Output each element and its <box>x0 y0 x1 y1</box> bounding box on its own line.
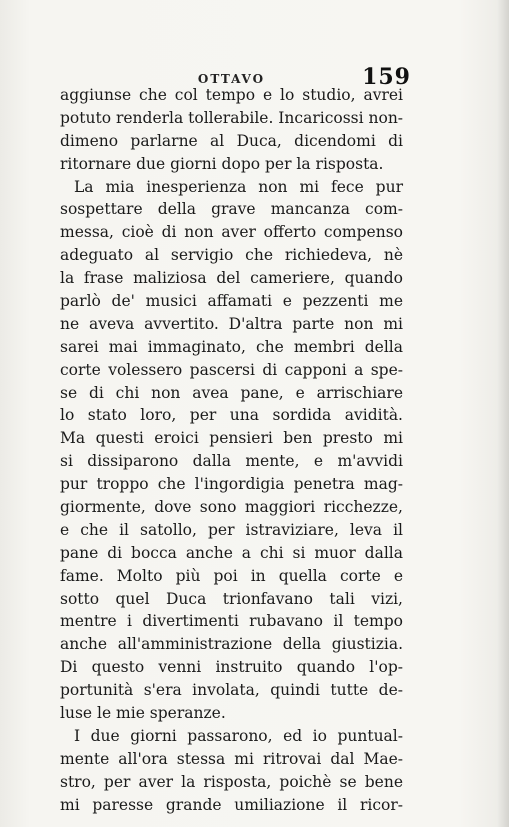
body-text <box>60 84 403 817</box>
text-line: giormente, dove sono maggiori ricchezze, <box>60 498 403 517</box>
text-line: sospettare della grave mancanza com- <box>60 200 403 219</box>
text-line: si dissiparono dalla mente, e m'avvidi <box>60 452 403 471</box>
text-line: ritornare due giorni dopo per la risposta. <box>60 154 384 173</box>
text-line: I due giorni passarono, ed io puntual- <box>74 726 403 745</box>
text-line: adeguato al servigio che richiedeva, nè <box>60 246 403 265</box>
text-line: fame. Molto più poi in quella corte e <box>60 566 403 585</box>
text-line: mentre i divertimenti rubavano il tempo <box>60 612 403 631</box>
text-line: mi paresse grande umiliazione il ricor- <box>60 795 403 814</box>
text-line: pur troppo che l'ingordigia penetra mag- <box>60 475 403 494</box>
paragraph <box>60 725 403 817</box>
text-line: se di chi non avea pane, e arrischiare <box>60 383 403 402</box>
text-line: stro, per aver la risposta, poichè se bene <box>60 772 403 791</box>
running-title: OTTAVO <box>197 72 266 86</box>
text-line: potuto renderla tollerabile. Incaricossi non- <box>60 108 404 127</box>
text-line: Di questo venni instruito quando l'op- <box>60 658 403 677</box>
text-line: messa, cioè di non aver offerto compenso <box>60 223 403 242</box>
text-line: aggiunse che col tempo e lo studio, avrei <box>60 86 403 104</box>
text-line: ne aveva avvertito. D'altra parte non mi <box>60 314 403 333</box>
text-line: Ma questi eroici pensieri ben presto mi <box>60 429 403 448</box>
text-line: mente all'ora stessa mi ritrovai dal Mae- <box>60 749 403 768</box>
text-line: dimeno parlarne al Duca, dicendomi di <box>60 131 403 150</box>
text-line: parlò de' musici affamati e pezzenti me <box>60 292 403 311</box>
text-line: La mia inesperienza non mi fece pur <box>74 177 403 196</box>
text-line: portunità s'era involata, quindi tutte de- <box>60 681 403 700</box>
paragraph <box>60 176 403 725</box>
text-line: anche all'amministrazione della giustizia. <box>60 635 403 654</box>
text-line: e che il satollo, per istraviziare, leva il <box>60 520 403 539</box>
text-line: sotto quel Duca trionfavano tali vizi, <box>60 589 403 608</box>
paragraph <box>60 84 403 176</box>
text-line: lo stato loro, per una sordida avidità. <box>60 406 403 425</box>
text-line: sarei mai immaginato, che membri della <box>60 337 403 356</box>
text-line: corte volessero pascersi di capponi a spe- <box>60 360 403 379</box>
text-line: la frase maliziosa del cameriere, quando <box>60 269 403 288</box>
text-line: pane di bocca anche a chi si muor dalla <box>60 543 403 562</box>
text-line: luse le mie speranze. <box>60 704 226 723</box>
page-edge-shadow <box>497 0 509 827</box>
page-number: 159 <box>362 64 411 90</box>
